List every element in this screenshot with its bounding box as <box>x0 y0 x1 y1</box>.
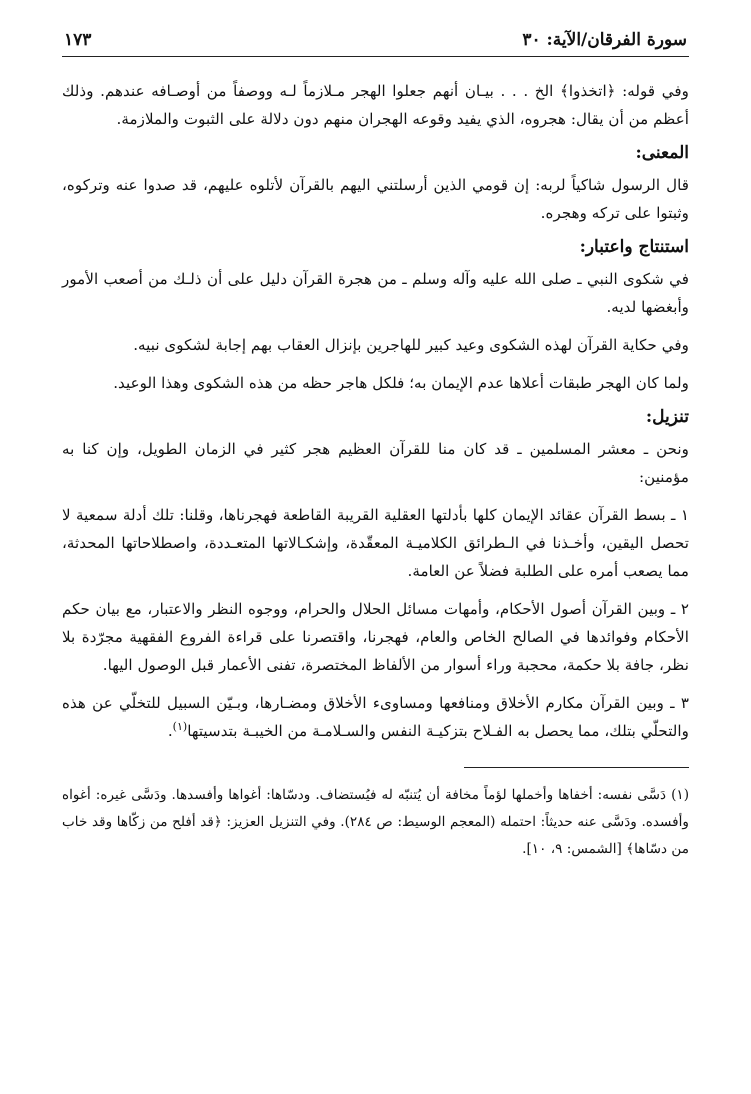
paragraph-9 <box>62 689 689 745</box>
footnote-1: (١) دَسَّى نفسه: أخفاها وأخملها لؤماً مخافة أن يُتنبّه له فيُستضاف. ودسّاها: أغواها وأفسدها. ودَسَّى غيره: أغواه وأفسده. ودَسَّى عنه حديثاً: احتمله (المعجم الوسيط: ص ٢٨٤). وفي التنزيل العزيز: ﴿قد أفلح من زكّاها وقد خاب من دسّاها﴾ [الشمس: ٩، ١٠]. <box>62 787 689 857</box>
paragraph-4: وفي حكاية القرآن لهذه الشكوى وعيد كبير للهاجرين بإنزال العقاب بهم إجابة لشكوى نبيه. <box>133 336 689 354</box>
paragraph-8: ٢ ـ وبين القرآن أصول الأحكام، وأمهات مسائل الحلال والحرام، ووجوه النظر والاعتبار، مع بيان حكم الأحكام وفوائدها في الصالح الخاص والعام، فهجرنا، واقتصرنا على قراءة الفروع الفقهية مجرّدة بلا نظر، جافة بلا حكمة، محجبة وراء أسوار من الألفاظ المختصرة، تفنى الأعمار قبل الوصول اليها. <box>62 600 689 674</box>
heading-deduction: استنتاج واعتبار: <box>579 237 689 257</box>
paragraph-1: وفي قوله: ﴿اتخذوا﴾ الخ . . . بيـان أنهم جعلوا الهجر مـلازماً لـه ووصفاً من أوصـافه عندهم. وذلك أعظم من أن يقال: هجروه، الذي يفيد وقوعه الهجران منهم دون دلالة على الثبوت والملازمة. <box>62 82 689 128</box>
paragraph-9-text: ٣ ـ وبين القرآن مكارم الأخلاق ومنافعها ومساوىء الأخلاق ومضـارها، وبـيّن السبيل للتخلّي عن هذه والتحلّي بتلك، مما يحصل به الفـلاح بتزكيـة النفس والسـلامـة من الخيبـة بتدسيتها <box>62 694 689 740</box>
heading-meaning: المعنى: <box>635 143 689 163</box>
paragraph-2: قال الرسول شاكياً لربه: إن قومي الذين أرسلتني اليهم بالقرآن لأتلوه عليهم، قد صدوا عنه وتركوه، وثبتوا على تركه وهجره. <box>62 176 689 222</box>
page-body <box>62 77 689 863</box>
footnote-divider <box>464 767 689 768</box>
heading-application: تنزيل: <box>645 407 689 427</box>
footnote-reference[interactable]: (١) <box>172 719 188 733</box>
paragraph-6: ونحن ـ معشر المسلمين ـ قد كان منا للقرآن العظيم هجر كثير في الزمان الطويل، وإن كنا به مؤمنين: <box>62 440 689 486</box>
paragraph-5: ولما كان الهجر طبقات أعلاها عدم الإيمان به؛ فلكل هاجر حظه من هذه الشكوى وهذا الوعيد. <box>113 374 689 392</box>
page-number: ١٧٣ <box>64 30 92 50</box>
paragraph-3: في شكوى النبي ـ صلى الله عليه وآله وسلم ـ من هجرة القرآن دليل على أن ذلـك من أصعب الأمور وأبغضها لديه. <box>62 270 689 316</box>
paragraph-9-end: . <box>167 722 173 740</box>
paragraph-7: ١ ـ بسط القرآن عقائد الإيمان كلها بأدلتها العقلية القريبة القاطعة فهجرناها، وقلنا: تلك أدلة سمعية لا تحصل اليقين، وأخـذنا في الـطرائق الكلاميـة المعقّدة، وإشكـالاتها المتعـددة، واصطلاحاتها المحدثة، مما يصعب أمره على الطلبة فضلاً عن العامة. <box>62 506 689 580</box>
book-page <box>62 30 689 1074</box>
surah-title: سورة الفرقان/الآية: ٣٠ <box>522 30 687 50</box>
running-header <box>62 30 689 57</box>
